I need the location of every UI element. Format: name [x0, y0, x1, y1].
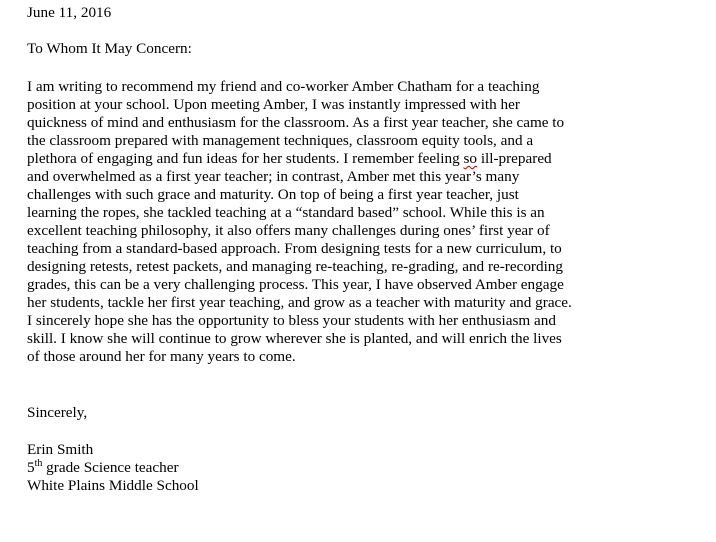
- body-line: excellent teaching philosophy, it also offers many challenges during ones’ first year of: [27, 222, 550, 239]
- body-line: [27, 150, 552, 168]
- body-line: teaching from a standard-based approach. From designing tests for a new curriculum, to: [27, 240, 562, 257]
- signer-grade-suffix: th: [34, 457, 43, 469]
- body-line: her students, tackle her first year teaching, and grow as a teacher with maturity and grace.: [27, 294, 572, 311]
- body-line: and overwhelmed as a first year teacher; in contrast, Amber met this year’s many: [27, 168, 520, 185]
- body-line: of those around her for many years to come.: [27, 348, 296, 365]
- body-line: designing retests, retest packets, and managing re-teaching, re-grading, and re-recording: [27, 258, 563, 275]
- spellcheck-flagged-word[interactable]: so: [463, 150, 478, 167]
- body-line: I sincerely hope she has the opportunity to bless your students with her enthusiasm and: [27, 312, 556, 329]
- signer-title: [27, 459, 179, 477]
- signer-grade-number: 5: [27, 459, 35, 476]
- signer-school: White Plains Middle School: [27, 477, 199, 494]
- letter-closing: Sincerely,: [27, 404, 88, 421]
- body-line-text: plethora of engaging and fun ideas for her students. I remember feeling: [27, 150, 460, 167]
- body-line: the classroom prepared with management techniques, classroom equity tools, and a: [27, 132, 534, 149]
- body-line: quickness of mind and enthusiasm for the classroom. As a first year teacher, she came to: [27, 114, 565, 131]
- body-line: I am writing to recommend my friend and co-worker Amber Chatham for a teaching: [27, 78, 540, 95]
- signer-name: Erin Smith: [27, 441, 94, 458]
- body-line: challenges with such grace and maturity. On top of being a first year teacher, just: [27, 186, 519, 203]
- body-line: learning the ropes, she tackled teaching at a “standard based” school. While this is an: [27, 204, 545, 221]
- body-line: position at your school. Upon meeting Amber, I was instantly impressed with her: [27, 96, 520, 113]
- body-line-tail: ill-prepared: [480, 150, 552, 167]
- body-line: skill. I know she will continue to grow wherever she is planted, and will enrich the lives: [27, 330, 562, 347]
- signer-title-rest: grade Science teacher: [46, 459, 179, 476]
- letter-date: June 11, 2016: [27, 4, 112, 21]
- body-line: grades, this can be a very challenging process. This year, I have observed Amber engage: [27, 276, 564, 293]
- letter-salutation: To Whom It May Concern:: [27, 40, 192, 57]
